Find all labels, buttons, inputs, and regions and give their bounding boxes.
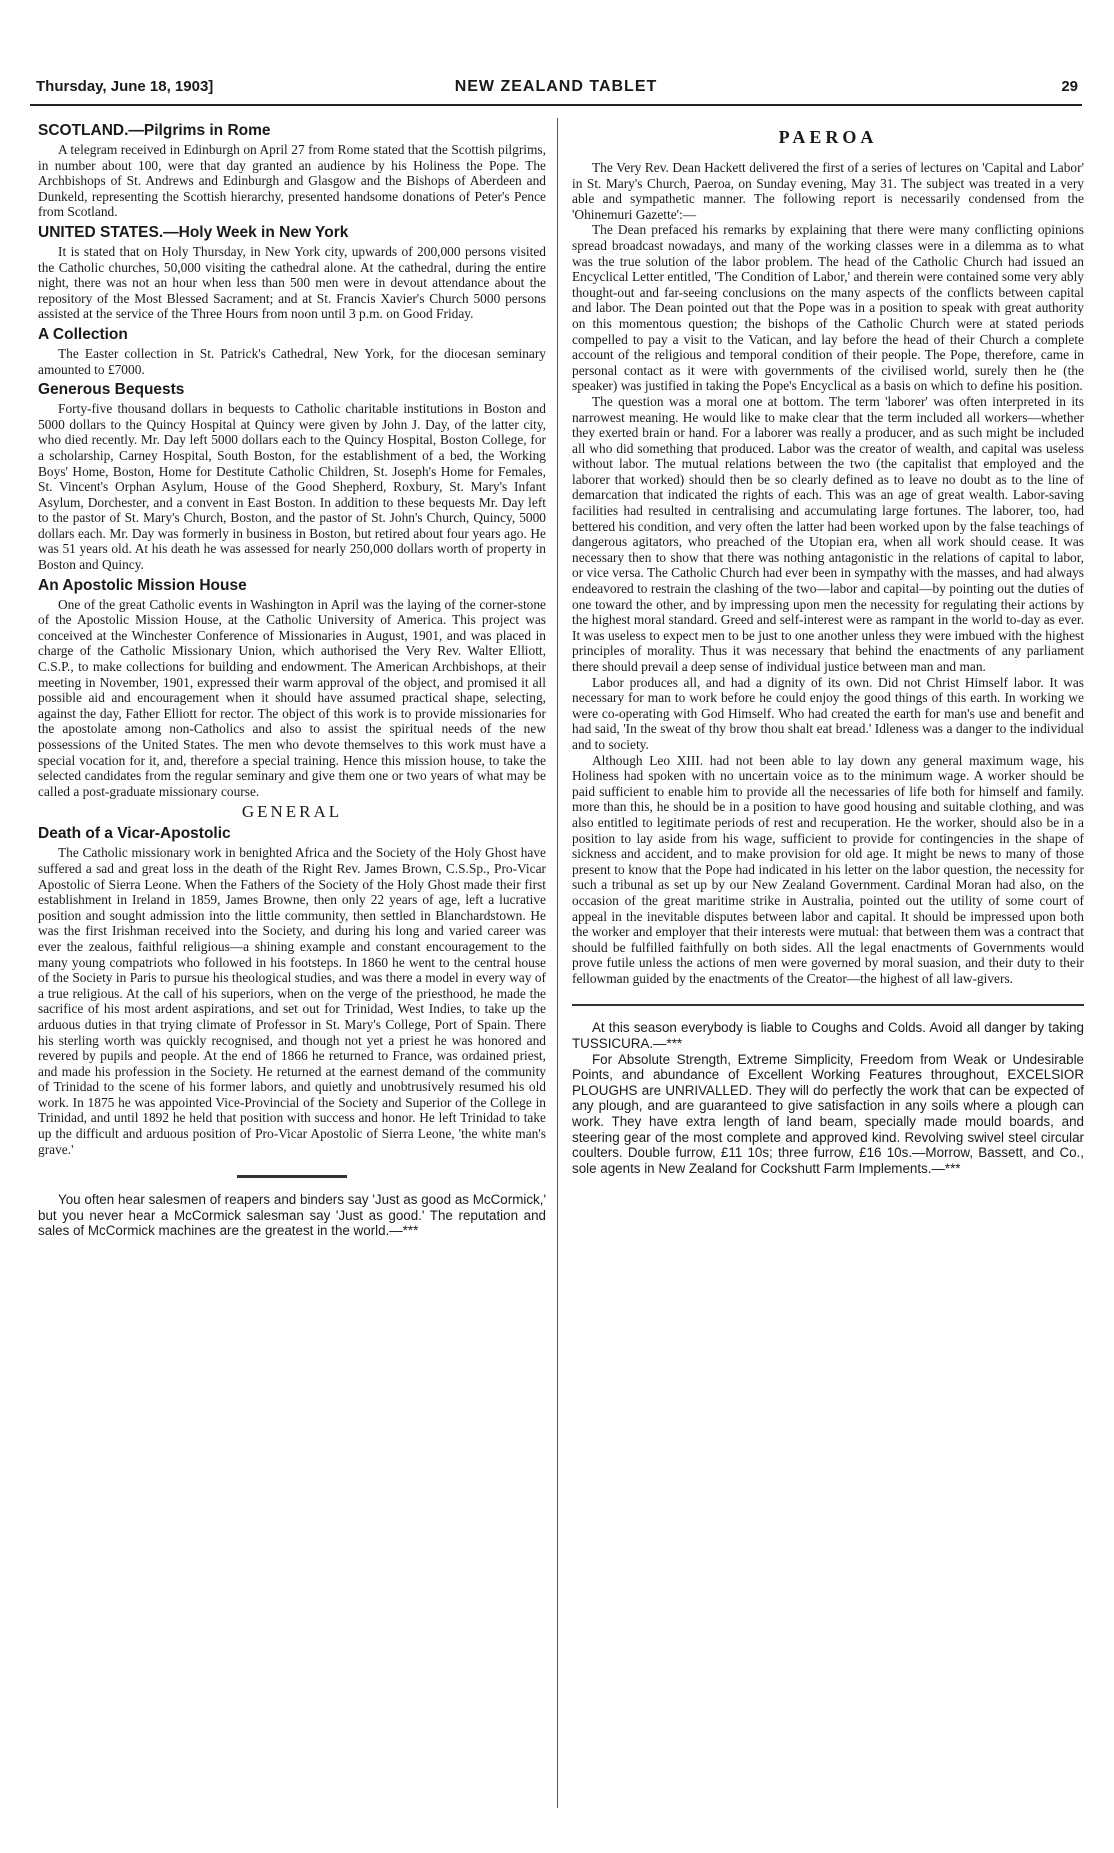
paeroa-paragraph: The Dean prefaced his remarks by explaining that there were many conflicting opinions spread broadcast nowadays, and many of the working classes were in a dilemma as to what was the true solution of the labor problem. The head of the Catholic Church had issued an Encyclical Letter entitled, 'The Condition of Labor,' and therein were contained some very ably thought-out and far-seeing conclusions on the many aspects of the conflicts between capital and labor. The Dean pointed out that the Pope was in a position to speak with great authority on this momentous question; the bishops of the Catholic Church were at stated periods compelled to pay a visit to the Vatican, and lay before the head of their Church a complete account of the religious and temporal condition of their people. The Pope, therefore, came in personal contact as it were with governments of the civilised world, surely then he (the speaker) was justified in taking the Pope's Encyclical as a basis on which to define his position. xyxy=(572,222,1084,394)
article-mission-house: One of the great Catholic events in Washington in April was the laying of the corner-stone of the Apostolic Mission House, at the Catholic University of America. This project was conceived at the Winchester Conference of Missionaries in August, 1901, and was placed in charge of the Catholic Missionary Union, which authorised the Very Rev. Walter Elliott, C.S.P., to make collections for building and endowment. The American Archbishops, at their meeting in November, 1901, expressed their warm approval of the object, and promised it all possible aid and encouragement when it should have assumed practical shape, selecting, against the day, Father Elliott for rector. The object of this work is to provide missionaries for the apostolate among non-Catholics and also to assist the spiritual needs of the new possessions of the United States. The men who devote themselves to this work must have a special vocation for it, and, therefore a special training. Hence this mission house, to take the selected candidates from the regular seminary and give them one or two years of what may be called a post-graduate missionary course. xyxy=(38,596,546,799)
paeroa-paragraph: The question was a moral one at bottom. The term 'laborer' was often interpreted in its narrowest meaning. He would like to make clear that the term included all workers—whether they exerted brain or hand. For a laborer was really a producer, and as such might be included all who did something that produced. Labor was the creator of wealth, and capital was useless without labor. The mutual relations between the two (the capitalist that employed and the laborer that worked) should then be so clearly defined as to leave no doubt as to the line of demarcation that indicated the rights of each. This was an age of great wealth. Labor-saving facilities had resulted in centralising and accumulating large fortunes. The laborer, too, had bettered his condition, and very often the latter had been worked upon by the false teachings of dangerous agitators, who preached of the Utopian era, when all work should cease. It was necessary then to show that there was nothing antagonistic in the relations of capital to labor, or vice versa. The Catholic Church had ever been in sympathy with the masses, and had always endeavored to restrain the clashing of the two—labor and capital—by pointing out the duties of one toward the other, and by impressing upon men the necessity for regulating their actions by the highest moral standard. Greed and self-interest were as rampant in the world to-day as ever. It was useless to expect men to be just to one another unless they were imbued with the highest principles of morality. Thus it was necessary that behind the enactments of any parliament there should prevail a deep sense of individual justice between man and man. xyxy=(572,393,1084,674)
left-column xyxy=(38,118,546,1239)
paeroa-paragraph: Although Leo XIII. had not been able to lay down any general maximum wage, his Holiness had spoken with no uncertain voice as to the minimum wage. A worker should be paid sufficient to enable him to provide all the necessaries of life both for himself and family. more than this, he should be in a position to have good housing and suitable clothing, and was also entitled to legitimate periods of rest and recuperation. He the worker, should also be in a position to lay aside from his wage, sufficient to provide for contingencies in the shape of sickness and accident, and to make provision for old age. It might be news to many of those present to know that the Pope had indicated in his letter on the labor question, the necessity for such a tribunal as set up by our New Zealand Government. Cardinal Moran had also, on the occasion of the great maritime strike in Australia, pointed out the utility of some court of appeal in the inevitable disputes between labor and capital. It should be impressed upon both the worker and employer that their interests were mutual: that between them was a contract that should be fulfilled faithfully on both sides. All the legal enactments of Governments would prove futile unless the actions of men were governed by moral suasion, and their duty to their fellowman guided by the enactments of the Creator—the highest of all law-givers. xyxy=(572,752,1085,986)
page-header xyxy=(30,74,1082,106)
heading-collection: A Collection xyxy=(38,325,128,343)
right-column xyxy=(572,118,1084,1176)
section-general-heading: GENERAL xyxy=(241,802,343,822)
excelsior-advertisement: For Absolute Strength, Extreme Simplicity, Freedom from Weak or Undesirable Points, and abundance of Excellent Working Features throughout, EXCELSIOR PLOUGHS are UNRIVALLED. They will do perfectly the work that can be expected of any plough, and are guaranteed to give satisfaction in any soils where a plough can work. They have extra length of land beam, specially made mould boards, and steering gear of the most complete and approved kind. Revolving swivel steel circular coulters. Double furrow, £11 10s; three furrow, £16 10s.—Morrow, Bassett, and Co., sole agents in New Zealand for Cockshutt Farm Implements.—*** xyxy=(572,1051,1084,1176)
tussicura-advertisement: At this season everybody is liable to Coughs and Colds. Avoid all danger by taking TUSSICURA.—*** xyxy=(572,1020,1084,1052)
heading-vicar-apostolic: Death of a Vicar-Apostolic xyxy=(38,825,231,843)
article-scotland: A telegram received in Edinburgh on April 27 from Rome stated that the Scottish pilgrims, in number about 100, were that day granted an audience by his Holiness the Pope. The Archbishops of St. Andrews and Edinburgh and Glasgow and the Bishops of Aberdeen and Dunkeld, representing the Scottish hierarchy, presented handsome donations of Peter's Pence from Scotland. xyxy=(38,142,546,220)
paeroa-paragraph: The Very Rev. Dean Hackett delivered the first of a series of lectures on 'Capital and Labor' in St. Mary's Church, Paeroa, on Sunday evening, May 31. The subject was treated in a very able and sympathetic manner. The following report is necessarily condensed from the 'Ohinemuri Gazette':— xyxy=(572,160,1084,222)
ad-divider xyxy=(572,1004,1084,1006)
heading-mission-house: An Apostolic Mission House xyxy=(38,576,247,594)
paeroa-paragraph: Labor produces all, and had a dignity of its own. Did not Christ Himself labor. It was necessary for man to work before he could enjoy the good things of this earth. In working we were co-operating with God Himself. Who had created the earth for man's use and benefit and had said, 'In the sweat of thy brow thou shalt eat bread.' Idleness was a danger to the individual and to society. xyxy=(572,674,1084,752)
advertisements xyxy=(572,1020,1084,1176)
article-united-states: It is stated that on Holy Thursday, in New York city, upwards of 200,000 persons visited the Catholic churches, 50,000 visiting the cathedral alone. At the cathedral, during the entire night, there was not an hour when less than 500 men were in devout attendance about the repository of the Most Blessed Sacrament; and at St. Francis Xavier's Church 5000 persons assisted at the service of the Three Hours from noon until 3 p.m. on Good Friday. xyxy=(38,243,546,322)
heading-scotland: SCOTLAND.—Pilgrims in Rome xyxy=(38,122,271,139)
heading-united-states: UNITED STATES.—Holy Week in New York xyxy=(38,223,349,241)
heading-bequests: Generous Bequests xyxy=(38,381,185,399)
article-collection: The Easter collection in St. Patrick's Cathedral, New York, for the diocesan seminary amounted to £7000. xyxy=(38,345,546,377)
article-bequests: Forty-five thousand dollars in bequests to Catholic charitable institutions in Boston and 5000 dollars to the Quincy Hospital at Quincy were given by John J. Day, of the latter city, who died recently. Mr. Day left 5000 dollars each to the Quincy Hospital, Boston College, for a scholarship, Carney Hospital, South Boston, for the establishment of a bed, the Working Boys' Home, Boston, Home for Destitute Catholic Children, St. Joseph's Home for Females, St. Vincent's Orphan Asylum, House of the Good Shepherd, Roxbury, St. Mary's Infant Asylum, Dorchester, and a convent in East Boston. In addition to these bequests Mr. Day left to the pastor of St. Mary's Church, Boston, and the pastor of St. John's Church, Quincy, 5000 dollars each. Mr. Day was formerly in business in Boston, but retired about four years ago. He was 51 years old. At his death he was assessed for nearly 250,000 dollars worth of property in Boston and Quincy. xyxy=(38,401,546,573)
heading-paeroa: PAEROA xyxy=(778,127,878,147)
column-divider xyxy=(557,118,558,1808)
issue-date: Thursday, June 18, 1903] xyxy=(36,78,214,95)
ornamental-rule xyxy=(237,1175,347,1178)
page-number: 29 xyxy=(1061,78,1078,95)
article-vicar-apostolic: The Catholic missionary work in benighted Africa and the Society of the Holy Ghost have suffered a sad and great loss in the death of the Right Rev. James Brown, C.S.Sp., Pro-Vicar Apostolic of Sierra Leone. When the Fathers of the Society of the Holy Ghost made their first establishment in Ireland in 1859, James Browne, then only 22 years of age, left a lucrative position and sought admission into the little community, then settled in Blanchardstown. He was the first Irishman received into the Society, and during his long and varied career was ever the zealous, faithful religious—a shining example and constant encouragement to the many young compatriots who followed in his footsteps. In 1860 he went to the central house of the Society in Paris to pursue his theological studies, and was there a model in every way of a true religious. At the call of his superiors, when on the verge of the priesthood, he made the sacrifice of his most ardent aspirations, and set out for Trinidad, West Indies, to take up the arduous duties in that trying climate of Professor in St. Mary's College, Port of Spain. There his sterling worth was quickly recognised, and though not yet a priest he was honored and revered by pupils and people. At the end of 1866 he returned to France, was ordained priest, and made his profession in the Society. He returned at the earnest demand of the community of Trinidad to the scene of his former labors, and quietly and unobtrusively resumed his old work. In 1875 he was appointed Vice-Provincial of the Society and Superior of the College in Trinidad, and until 1892 he held that position with success and honor. He left Trinidad to take up the difficult and arduous position of Pro-Vicar Apostolic of Sierra Leone, 'the white man's grave.' xyxy=(38,845,546,1157)
mccormick-advertisement: You often hear salesmen of reapers and binders say 'Just as good as McCormick,' but you never hear a McCormick salesman say 'Just as good.' The reputation and sales of McCormick machines are the greatest in the world.—*** xyxy=(38,1192,546,1239)
masthead-title: NEW ZEALAND TABLET xyxy=(454,78,658,95)
